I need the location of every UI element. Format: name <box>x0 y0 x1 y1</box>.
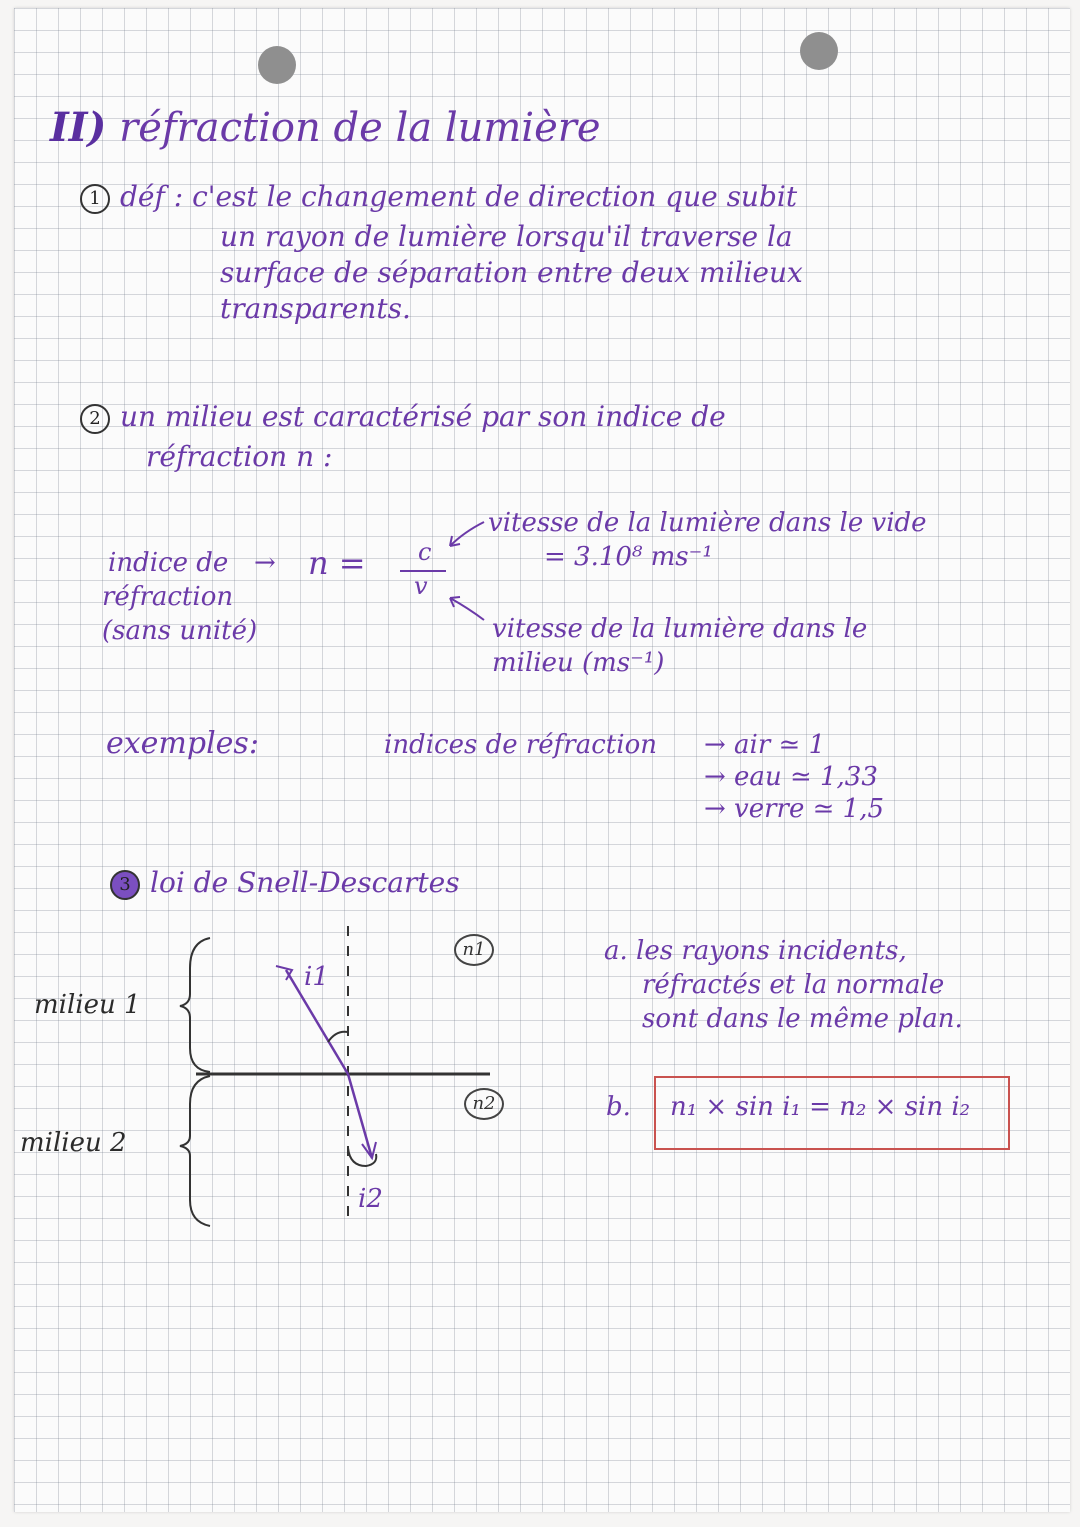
section1-number: 1 <box>80 184 110 214</box>
formula-denominator: v <box>414 572 428 600</box>
angle-i1-label: i1 <box>304 962 329 992</box>
examples-intro: indices de réfraction <box>384 730 657 760</box>
formula-left-label-1: indice de <box>108 548 229 578</box>
example-eau: → eau ≃ 1,33 <box>704 762 878 792</box>
snell-descartes-law: n₁ × sin i₁ = n₂ × sin i₂ <box>670 1092 971 1122</box>
c-description-1: vitesse de la lumière dans le vide <box>488 508 927 538</box>
example-verre: → verre ≃ 1,5 <box>704 794 885 824</box>
examples-label: exemples: <box>106 726 259 761</box>
formula-n: n = <box>308 544 366 582</box>
title-numeral: II) <box>50 104 107 151</box>
point-b-label: b. <box>606 1092 631 1122</box>
n2-circled-label: n2 <box>464 1088 504 1120</box>
v-description-2: milieu (ms⁻¹) <box>492 648 665 678</box>
point-a-line-1: a. les rayons incidents, <box>604 936 907 966</box>
section2-text-1: un milieu est caractérisé par son indice de <box>120 400 726 433</box>
milieu1-label: milieu 1 <box>34 990 141 1020</box>
title-text: réfraction de la lumière <box>119 105 601 151</box>
v-description-1: vitesse de la lumière dans le <box>492 614 868 644</box>
milieu2-label: milieu 2 <box>20 1128 127 1158</box>
section1-text-1: déf : c'est le changement de direction que subit <box>120 180 798 213</box>
formula-arrow: → <box>254 548 276 578</box>
section1-line-3: surface de séparation entre deux milieux <box>220 256 803 289</box>
point-a-line-3: sont dans le même plan. <box>642 1004 963 1034</box>
angle-i2-label: i2 <box>358 1184 383 1214</box>
notebook-page <box>14 8 1070 1512</box>
refraction-diagram <box>14 8 1070 1512</box>
section2-number: 2 <box>80 404 110 434</box>
example-air: → air ≃ 1 <box>704 730 826 760</box>
section3-number: 3 <box>110 870 140 900</box>
n1-circled-label: n1 <box>454 934 494 966</box>
section1-line-4: transparents. <box>220 292 411 325</box>
section3-title: loi de Snell-Descartes <box>150 866 460 899</box>
point-a-line-2: réfractés et la normale <box>642 970 945 1000</box>
formula-left-label-3: (sans unité) <box>102 616 258 646</box>
section2-line-2: réfraction n : <box>146 440 333 473</box>
c-description-2: = 3.10⁸ ms⁻¹ <box>544 542 713 572</box>
section1-line-2: un rayon de lumière lorsqu'il traverse la <box>220 220 793 253</box>
formula-numerator: c <box>418 538 432 566</box>
formula-left-label-2: réfraction <box>102 582 234 612</box>
